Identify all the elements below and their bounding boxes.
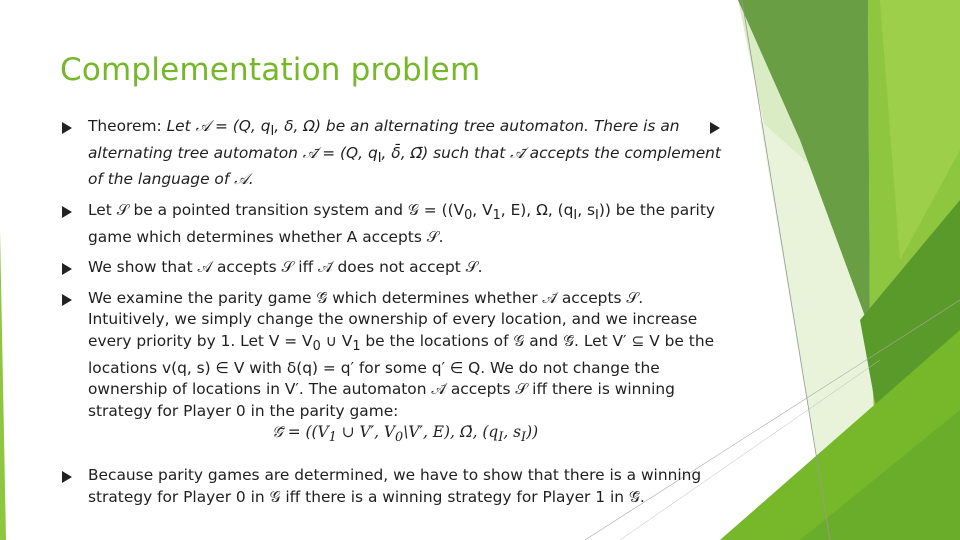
- formula-d: , s: [503, 423, 521, 442]
- formula-a: 𝒢̄ = ((V: [271, 423, 329, 442]
- bullet2-sub-b: 1: [492, 208, 501, 224]
- formula-sub-b: 0: [395, 430, 404, 446]
- bullet-determined: [62, 465, 722, 508]
- left-edge-shape: [0, 230, 6, 540]
- bullet2-text-d: , s: [577, 200, 596, 219]
- bullet4-text-b: ∪ V: [320, 331, 353, 350]
- formula-b: ∪ V′, V: [336, 423, 396, 442]
- theorem-text-a: Let 𝒜 = (Q, q: [166, 117, 271, 135]
- parity-game-formula: [88, 422, 722, 449]
- bullet-arrow-icon: [62, 206, 72, 218]
- bullet-arrow-icon: [62, 294, 72, 306]
- bullet-parity-game: [62, 200, 722, 248]
- bullet2-text-e: )) be the parity game which determines whether A accepts 𝒮.: [88, 200, 715, 246]
- formula-sub-a: 1: [328, 430, 337, 446]
- bullet-show-that: [62, 257, 722, 279]
- theorem-label: Theorem:: [88, 117, 162, 135]
- bullet-theorem-text: [88, 116, 722, 191]
- bullet4-text-c: be the locations of 𝒢 and 𝒢̄. Let V′ ⊆ V be the locations v(q, s) ∈ V with δ(q) = q′ for some q′ ∈ Q. We do not change the ownership of locations in V′. The automaton 𝒜̄ accepts 𝒮 iff there is winning strategy for Player 0 in the parity game:: [88, 331, 715, 420]
- bullet2-text-c: , E), Ω, (q: [500, 200, 574, 219]
- theorem-sub-a: I: [270, 124, 275, 140]
- theorem-sub-b: I: [377, 150, 382, 166]
- formula-c: \V′, E), Ω̄, (q: [403, 423, 499, 442]
- formula-sub-d: I: [521, 430, 527, 446]
- bullet-arrow-icon: [62, 263, 72, 275]
- bullet2-sub-d: I: [595, 208, 599, 224]
- theorem-text-c: , δ̄, Ω̄) such that 𝒜̄ accepts the complement of the language of 𝒜.: [88, 143, 721, 189]
- bullet-arrow-icon: [62, 471, 72, 483]
- slide-title: Complementation problem: [60, 52, 481, 88]
- bullet-list: [62, 116, 722, 508]
- bullet2-sub-a: 0: [464, 208, 473, 224]
- formula-sub-c: I: [498, 430, 504, 446]
- theorem-text-b: , δ, Ω) be an alternating tree automaton. There is an alternating tree automaton 𝒜̄ = (Q, q: [88, 117, 680, 162]
- bullet4-sub-b: 1: [352, 339, 361, 355]
- bullet2-sub-c: I: [573, 208, 578, 224]
- bullet-determined-text: Because parity games are determined, we have to show that there is a winning strategy for Player 0 in 𝒢 iff there is a winning strategy for Player 1 in 𝒢̄.: [88, 466, 702, 506]
- formula-e: )): [526, 423, 539, 442]
- bullet4-sub-a: 0: [312, 339, 321, 355]
- bullet-show-that-text: We show that 𝒜 accepts 𝒮 iff 𝒜̄ does not accept 𝒮.: [88, 258, 483, 277]
- bullet-examine-text: [88, 288, 722, 449]
- bullet-parity-game-text: [88, 200, 722, 248]
- bullet-theorem: [62, 116, 722, 191]
- bullet2-text-b: , V: [472, 200, 493, 219]
- bullet4-text-a: We examine the parity game 𝒢̄ which determines whether 𝒜̄ accepts 𝒮. Intuitively, we simply change the ownership of every location, and we increase every priority by 1. Let V = V: [88, 288, 698, 350]
- bullet2-text-a: Let 𝒮 be a pointed transition system and 𝒢 = ((V: [88, 200, 465, 219]
- bullet-arrow-icon: [62, 122, 72, 134]
- bullet-examine: [62, 288, 722, 449]
